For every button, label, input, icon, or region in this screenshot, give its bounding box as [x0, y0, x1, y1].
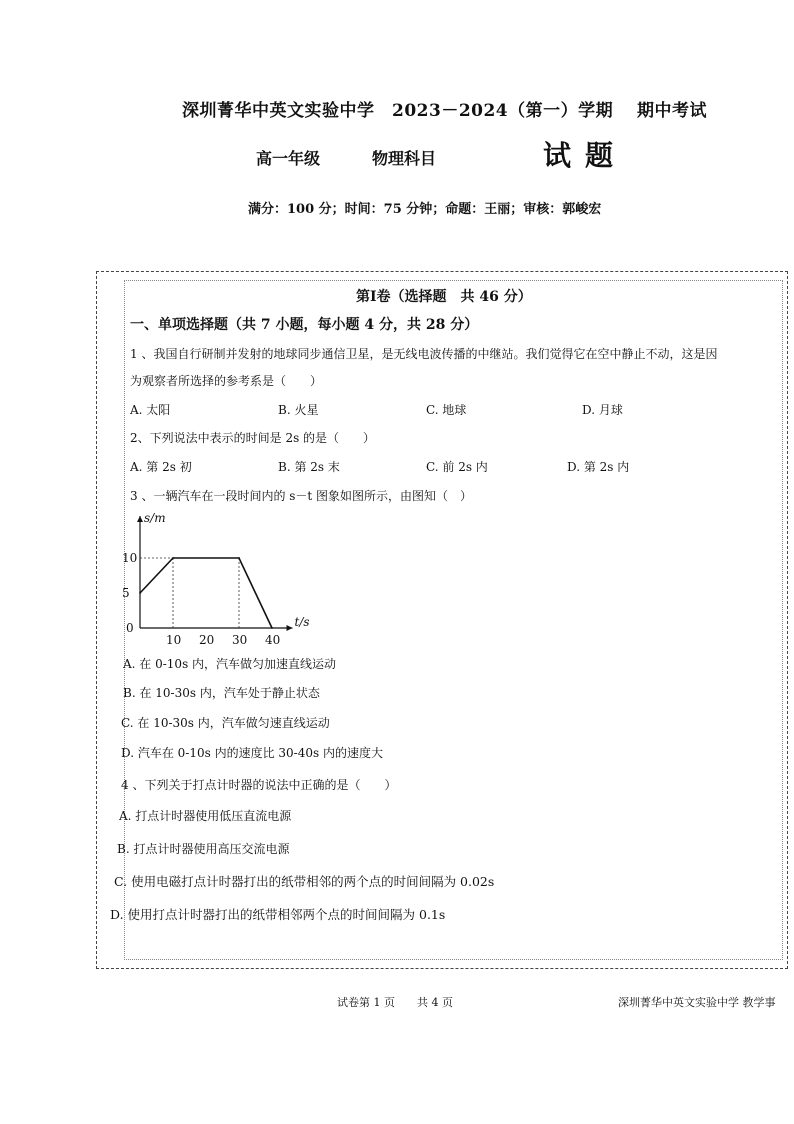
subject-label: 物理科目	[372, 149, 437, 168]
y-tick-5: 5	[122, 586, 130, 600]
y-tick-10: 10	[122, 551, 138, 565]
data-point-0	[139, 592, 141, 594]
question-4-option-a: A. 打点计时器使用低压直流电源	[119, 809, 292, 823]
question-2-option-c: C. 前 2s 内	[426, 460, 488, 474]
question-4-option-d: D. 使用打点计时器打出的纸带相邻两个点的时间间隔为 0.1s	[110, 907, 446, 922]
x-tick-20: 20	[199, 633, 215, 646]
exam-meta: 满分：100 分；时间：75 分钟；命题：王丽；审核：郭峻宏	[248, 202, 602, 217]
data-point-3	[271, 627, 273, 629]
series-line	[140, 558, 272, 628]
question-1-option-b: B. 火星	[278, 403, 319, 417]
question-4-option-c: C. 使用电磁打点计时器打出的纸带相邻的两个点的时间间隔为 0.02s	[114, 874, 495, 889]
section-title: 第Ⅰ卷（选择题 共 46 分）	[356, 289, 532, 305]
exam-title: 深圳菁华中英文实验中学 2023－2024（第一）学期 期中考试	[182, 101, 708, 121]
page-number: 试卷第 1 页 共 4 页	[337, 996, 453, 1009]
x-axis-arrow	[287, 625, 293, 631]
school-footer: 深圳菁华中英文实验中学 教学事	[618, 996, 776, 1009]
origin-label: 0	[126, 621, 134, 635]
question-2-line-1: 2、下列说法中表示的时间是 2s 的是（ ）	[130, 431, 376, 445]
question-1-line-1: 1 、我国自行研制并发射的地球同步通信卫星，是无线电波传播的中继站。我们觉得它在空中静止不动，这是因	[130, 347, 718, 361]
grade-label: 高一年级	[256, 149, 321, 168]
x-tick-30: 30	[232, 633, 248, 646]
question-3-option-c: C. 在 10-30s 内，汽车做匀速直线运动	[121, 716, 330, 730]
x-axis-label: t/s	[294, 615, 310, 629]
question-3-option-b: B. 在 10-30s 内，汽车处于静止状态	[123, 686, 320, 700]
question-2-option-a: A. 第 2s 初	[130, 460, 192, 474]
paper-title: 试题	[543, 139, 628, 172]
question-4-line-1: 4 、下列关于打点计时器的说法中正确的是（ ）	[121, 778, 397, 792]
y-axis-label: s/m	[144, 511, 166, 525]
question-1-option-a: A. 太阳	[130, 403, 171, 417]
y-axis-arrow	[137, 516, 143, 522]
question-4-option-b: B. 打点计时器使用高压交流电源	[117, 842, 290, 856]
question-1-option-d: D. 月球	[582, 403, 623, 417]
question-1-line-2: 为观察者所选择的参考系是（ ）	[130, 374, 323, 388]
x-tick-10: 10	[166, 633, 182, 646]
question-3-line-1: 3 、一辆汽车在一段时间内的 s－t 图象如图所示，由图知（ ）	[130, 489, 473, 503]
question-1-option-c: C. 地球	[426, 403, 467, 417]
question-2-option-d: D. 第 2s 内	[567, 460, 630, 474]
question-3-option-a: A. 在 0-10s 内，汽车做匀加速直线运动	[123, 657, 337, 671]
x-tick-40: 40	[265, 633, 281, 646]
question-2-option-b: B. 第 2s 末	[278, 460, 340, 474]
data-point-2	[238, 557, 240, 559]
data-point-1	[172, 557, 174, 559]
st-graph	[120, 506, 320, 646]
question-3-option-d: D. 汽车在 0-10s 内的速度比 30-40s 内的速度大	[121, 746, 383, 760]
part-title: 一、单项选择题（共 7 小题，每小题 4 分，共 28 分）	[130, 317, 479, 333]
